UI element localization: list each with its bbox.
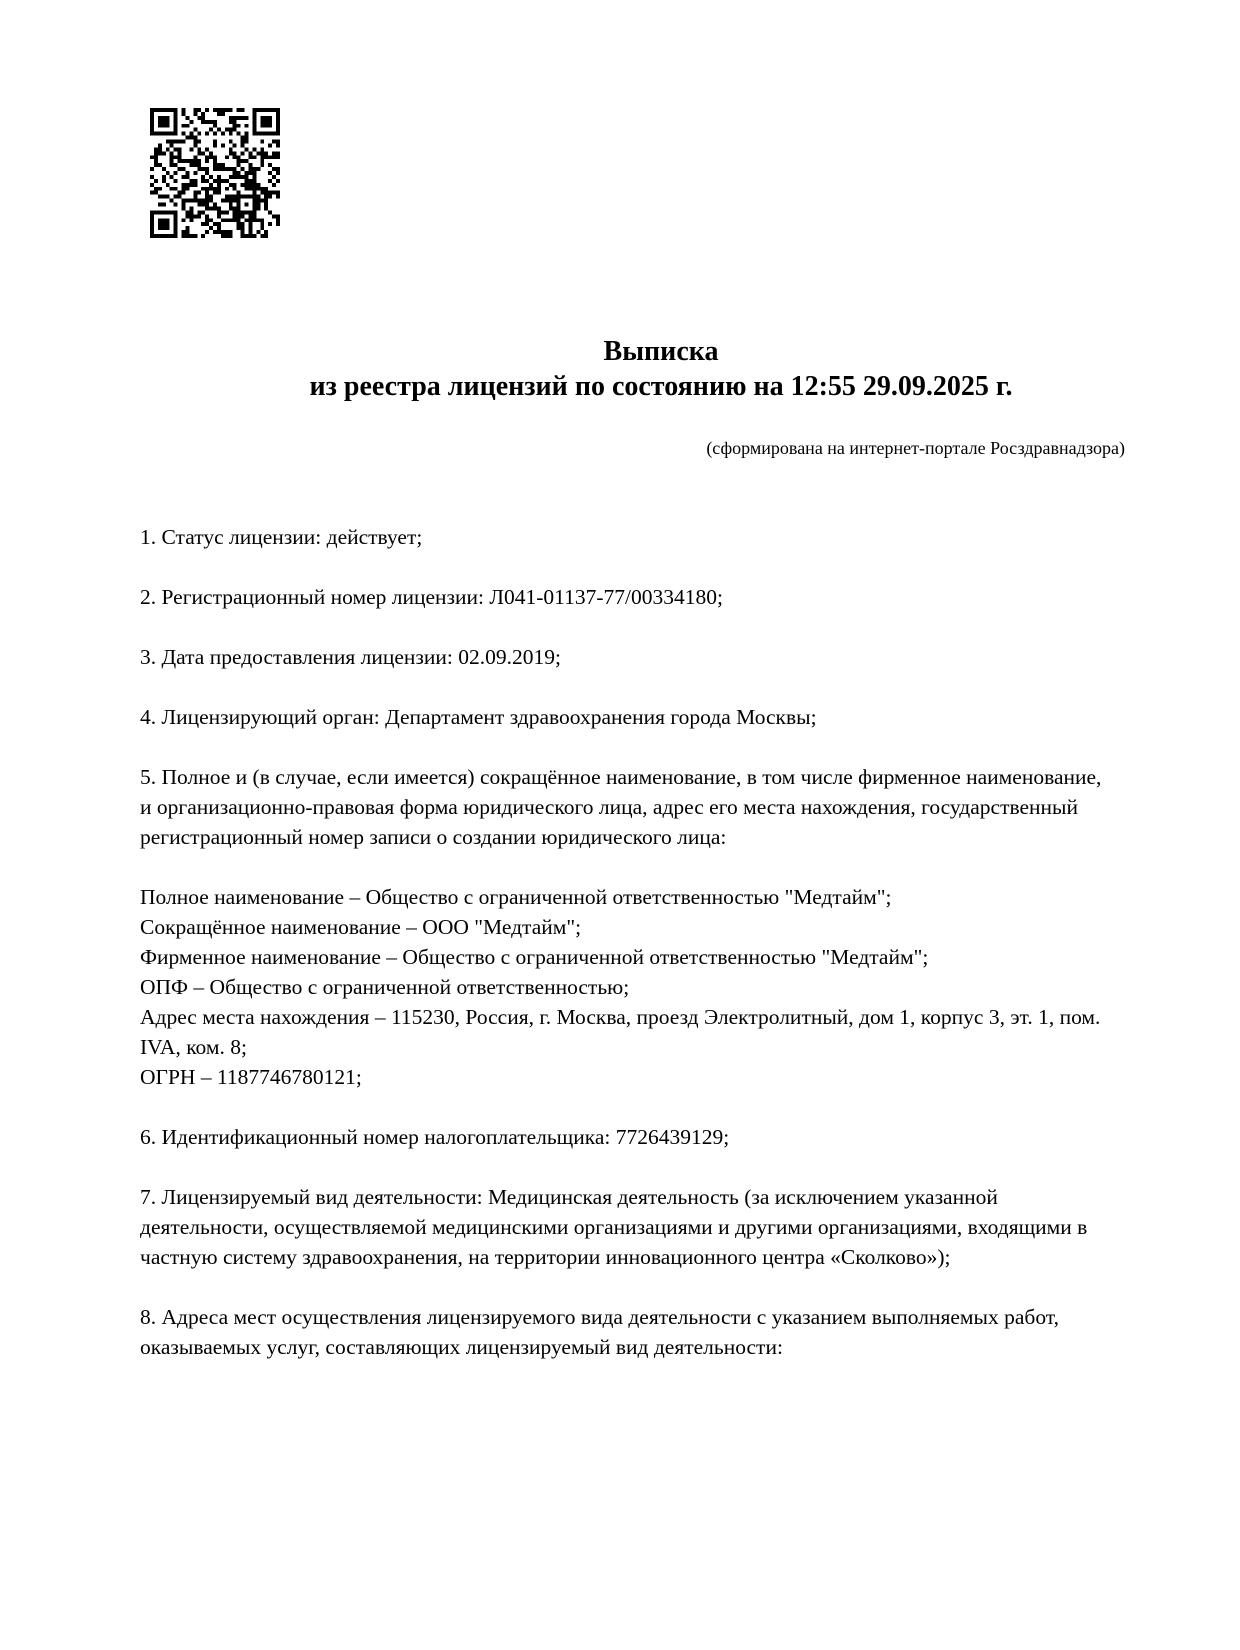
org-full-name: Полное наименование – Общество с ограниченной ответственностью "Медтайм";	[140, 885, 892, 909]
title-line-2: из реестра лицензий по состоянию на 12:55 29.09.2025 г.	[309, 371, 1013, 402]
qr-code	[150, 108, 280, 238]
org-ogrn: ОГРН – 1187746780121;	[140, 1065, 362, 1089]
paragraph-org-details	[140, 882, 1108, 1092]
paragraph-licensed-activity: 7. Лицензируемый вид деятельности: Медицинская деятельность (за исключением указанной деятельности, осуществляемой медицинскими организациями и другими организациями, входящими в частную систему здравоохранения, на территории инновационного центра «Сколково»);	[140, 1185, 1088, 1269]
document-title	[214, 334, 1108, 404]
document-body	[140, 522, 1108, 1392]
paragraph-grant-date: 3. Дата предоставления лицензии: 02.09.2019;	[140, 645, 561, 669]
document-subtitle: (сформирована на интернет-портале Росздравнадзора)	[706, 438, 1125, 458]
org-short-name: Сокращённое наименование – ООО "Медтайм";	[140, 915, 582, 939]
title-line-1: Выписка	[603, 336, 719, 367]
paragraph-activity-addresses-intro: 8. Адреса мест осуществления лицензируемого вида деятельности с указанием выполняемых работ, оказываемых услуг, составляющих лицензируемый вид деятельности:	[140, 1305, 1059, 1359]
paragraph-license-status: 1. Статус лицензии: действует;	[140, 525, 423, 549]
paragraph-org-name-intro: 5. Полное и (в случае, если имеется) сокращённое наименование, в том числе фирменное наименование, и организационно-правовая форма юридического лица, адрес его места нахождения, государственный регистрационный номер записи о создании юридического лица:	[140, 765, 1102, 849]
paragraph-licensing-authority: 4. Лицензирующий орган: Департамент здравоохранения города Москвы;	[140, 705, 817, 729]
org-brand-name: Фирменное наименование – Общество с ограниченной ответственностью "Медтайм";	[140, 945, 929, 969]
org-address: Адрес места нахождения – 115230, Россия, г. Москва, проезд Электролитный, дом 1, корпус 3, эт. 1, пом. IVA, ком. 8;	[140, 1005, 1101, 1059]
paragraph-inn: 6. Идентификационный номер налогоплательщика: 7726439129;	[140, 1125, 730, 1149]
paragraph-registration-number: 2. Регистрационный номер лицензии: Л041-01137-77/00334180;	[140, 585, 723, 609]
org-legal-form: ОПФ – Общество с ограниченной ответственностью;	[140, 975, 630, 999]
